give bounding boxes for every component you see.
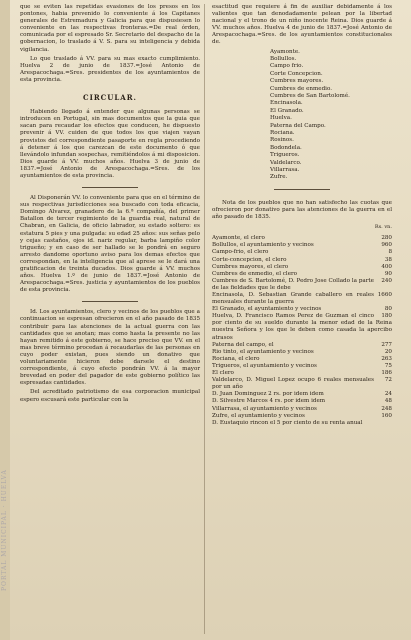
archive-watermark: PORTAL MUNICIPAL · HUELVA: [1, 469, 8, 591]
row-amount: 186: [381, 370, 392, 377]
row-amount: 80: [384, 306, 392, 313]
row-amount: 24: [384, 391, 392, 398]
town-item: El Granado.: [270, 107, 304, 114]
row-label: Paterna del campo, el: [212, 341, 274, 348]
row-label: Campo-frio, el clero: [212, 249, 269, 256]
column-divider: [204, 4, 205, 634]
table-row: [212, 292, 392, 306]
town-item: Bodondela.: [270, 144, 302, 151]
table-row: [212, 356, 392, 363]
row-label: D. Eustaquio rincon el 5 por ciento de su renta anual: [212, 419, 363, 426]
circular-paragraph: Habiendo llegado á entender que algunas personas se introducen en Portugal, sin mas documentos que la guia que sacan para recaudar los efectos que conducen, he dispuesto prevenir á VV. cuiden de que todos los que viajen vayan provistos del correspondiente pasaporte en regla procediendo á detener á los que carezcan de este documento ó que llevándolo infundan sospechas, remitiéndolos á mi disposicion. Dios guarde á VV. muchos años. Huelva 3 de junio de 1837.=José Antonio de Arespacochaga.=Sres. de los ayuntamientos de esta provincia.: [20, 109, 200, 179]
row-label: Zufre, el ayuntamiento y vecinos: [212, 412, 305, 419]
row-label: D. Juan Dominguez 2 rs. por idem idem: [212, 391, 324, 398]
row-label: Cumbres de S. Bartolomé, D. Pedro Jose Collado la parte de las fieldades que le debe: [212, 277, 374, 291]
table-row: [212, 377, 392, 391]
table-row: [212, 370, 392, 377]
row-amount: 20: [384, 348, 392, 355]
row-amount: 8: [388, 249, 392, 256]
circular-paragraph: Del acreditado patriotismo de esa corporacion municipal espero escusará este particular con la: [20, 389, 200, 403]
row-label: Ayamonte, el clero: [212, 235, 265, 242]
table-row: [212, 413, 392, 420]
table-row: [212, 349, 392, 356]
intro-paragraph: que se eviten las repetidas evasiones de los presos en los pontones, habia prevenido lo conveniente á los Capitanes generales de Estremadura y Galicia para que dispusiesen lo conveniente en las respectivas fronteras.=De real órden, comunicada por el espresado Sr. Secretario del despacho de la gobernacion, lo traslado á V. S. para su inteligencia y debida vigilancia.: [20, 4, 200, 53]
town-item: Encinasola.: [270, 100, 303, 107]
donation-table: [212, 235, 392, 427]
row-label: Huelva, D. Francisco Ramos Perez de Guzman el cinco por ciento de su sueldo durante la menor edad de la Reina nuestra Señora y los que le deben como casada la apercibo atrasos: [212, 313, 392, 341]
row-amount: 160: [381, 412, 392, 419]
row-amount: 400: [381, 263, 392, 270]
table-row: [212, 278, 392, 292]
town-item: Paterna del Campo.: [270, 122, 326, 129]
town-item: Zufre.: [270, 174, 288, 181]
row-amount: 277: [381, 341, 392, 348]
town-item: Trigueros.: [270, 152, 300, 159]
town-item: Corte Concepcion.: [270, 70, 323, 77]
section-rule: [274, 189, 330, 190]
section-rule: [82, 187, 138, 188]
table-row: [212, 342, 392, 349]
row-label: Trigueros, el ayuntamiento y vecinos: [212, 362, 317, 369]
row-label: Rio tinto, el ayuntamiento y vecinos: [212, 348, 314, 355]
section-rule: [82, 301, 138, 302]
town-item: Bollullos.: [270, 55, 297, 62]
row-amount: 248: [381, 405, 392, 412]
row-label: D. Silvestre Marcos 4 rs. por idem idem: [212, 398, 326, 405]
table-row: [212, 306, 392, 313]
intro-paragraph: Lo que traslado á VV. para su mas exacto cumplimiento. Huelva 2 de junio de 1837.=José Antonio de Arespacochaga.=Sres. presidentes de los ayuntamientos de esta provincia.: [20, 55, 200, 83]
town-item: Ayamonte.: [270, 48, 300, 55]
table-row: [212, 257, 392, 264]
right-column: [212, 4, 392, 427]
row-amount: 75: [384, 362, 392, 369]
row-amount: 960: [381, 242, 392, 249]
table-row: [212, 406, 392, 413]
town-item: Cumbres de enmedio.: [270, 85, 333, 92]
row-label: Corte-concepcion, el clero: [212, 256, 287, 263]
town-item: Cumbres mayores.: [270, 78, 324, 85]
row-label: El clero: [212, 370, 234, 377]
row-amount: 90: [384, 270, 392, 277]
town-list: [212, 49, 392, 182]
row-label: Bollullos, el ayuntamiento y vecinos: [212, 242, 314, 249]
row-label: Villarrasa, el ayuntamiento y vecinos: [212, 405, 317, 412]
table-row: [212, 235, 392, 242]
town-item: Valdelarco.: [270, 159, 302, 166]
town-item: Rociana.: [270, 130, 295, 137]
town-item: Huelva.: [270, 115, 292, 122]
row-amount: 240: [381, 277, 392, 284]
table-row: [212, 391, 392, 398]
table-row: [212, 271, 392, 278]
row-amount: 48: [384, 398, 392, 405]
row-amount: 263: [381, 355, 392, 362]
row-label: Cumbres mayores, el clero: [212, 263, 289, 270]
circular-paragraph: Al Disponerán VV. lo conveniente para que en el término de sus respectivas jurisdicciones sea buscado con toda eficacia, Domingo Alvarez, granadero de la 6.ª compañía, del primer Batallon de tercer regimiento de la guardia real, natural de Chabran, en Galicia, de oficio labrador, su estado soltero: es estatura 5 pies y una pulgada: su edad 25 años: sus señas pelo y cejas castaños, ojos id. nariz regular, barba lampiño color trigueño; y en caso de ser hallado se le pondrá en seguro arresto dandome oportuno aviso para los demas efectos que correspondan, en la inteligencia que al aprese se le dará una gratificacion de treinta ducados. Dios guarde á VV. muchos años. Huelva 1.º de junio de 1837.=José Antonio de Arespacochaga.=Sres. justicia y ayuntamientos de los pueblos de esta provincia.: [20, 195, 200, 294]
row-label: Cumbres de enmedio, el clero: [212, 270, 298, 277]
table-row: [212, 264, 392, 271]
row-label: Encinasola, D. Sebastian Grande caballero en reales mensuales durante la guerra: [212, 292, 374, 306]
town-item: Rosinos.: [270, 137, 294, 144]
town-item: Campo frio.: [270, 63, 304, 70]
town-item: Cumbres de San Bartolomé.: [270, 93, 350, 99]
row-label: El Granado, el ayuntamiento y vecinos: [212, 306, 322, 313]
row-amount: 1660: [377, 292, 392, 298]
row-amount: 38: [384, 256, 392, 263]
table-row: [212, 398, 392, 405]
table-row: [212, 363, 392, 370]
circular-paragraph: Id. Los ayuntamientos, clero y vecinos de los pueblos que a continuacion se espresan ofrecieron en el año pasado de 1835 contribuir para las atenciones de la actual guerra con las cantidades que se anotan; mas como hasta la presente no las hayan remitido á este gobierno, se hace preciso que VV. en el mas breve término procedan á recaudarlas de las personas en cuyo poder existan, pues siendo un donativo que voluntariamente hicieron debe darsele el destino correspondiente, á cuyo efecto pondrán VV. á la mayor brevedad en poder del pagador de este gobierno político las espresadas cantidades.: [20, 309, 200, 387]
table-row: [212, 420, 392, 427]
units-label: Rs. vn.: [374, 224, 392, 231]
town-item: Villarrasa.: [270, 167, 300, 174]
table-row: [212, 249, 392, 256]
table-row: [212, 242, 392, 249]
row-amount: 180: [381, 313, 392, 320]
row-amount: 280: [381, 235, 392, 242]
intro-paragraph: esactitud que requiere á fin de auxiliar debidamente á los valientes que tan denodadamente pelean por la libertad nacional y el trono de un niño inocente Reina. Dios guarde á VV. muchos años. Huelva 4 de junio de 1837.=José Antonio de Arespacochaga.=Sres. de los ayuntamientos constitucionales de.: [212, 4, 392, 46]
left-column: [20, 4, 200, 406]
row-amount: 72: [384, 377, 392, 384]
circular-heading: CIRCULAR.: [83, 93, 137, 103]
note-paragraph: Nota de los pueblos que no han satisfecho las cuotas que ofrecieron por donativo para las atenciones de la guerra en el año pasado de 1835.: [212, 199, 392, 221]
row-label: Rociana, el clero: [212, 355, 260, 362]
table-row: [212, 313, 392, 341]
row-label: Valdelarco, D. Miguel Lopez ocupo 6 reales mensuales por un año: [212, 377, 374, 391]
